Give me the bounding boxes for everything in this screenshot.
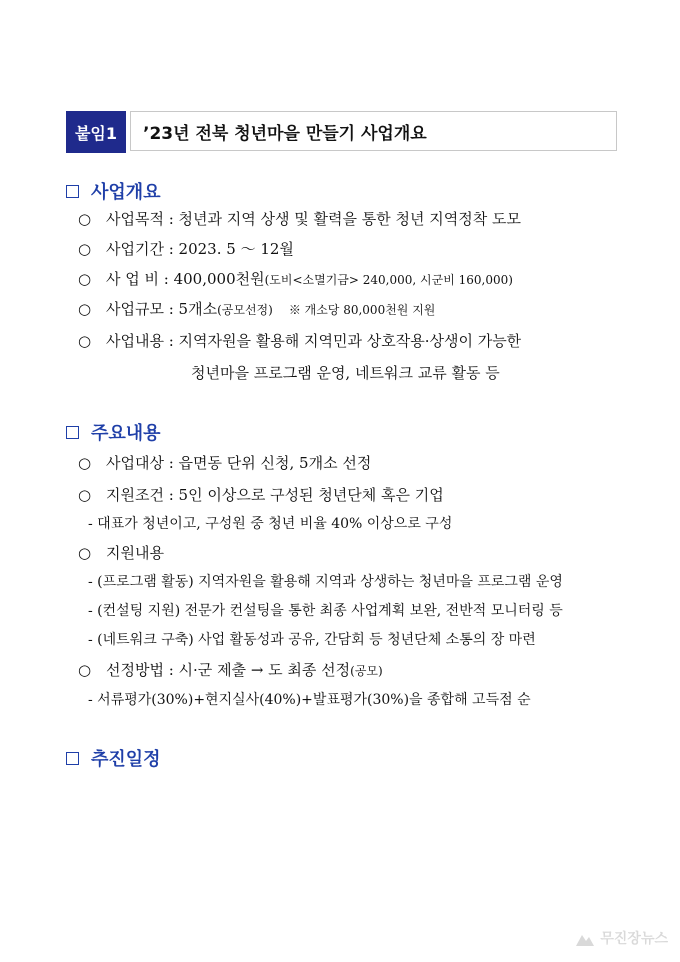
section-title: 사업개요 <box>91 182 161 203</box>
list-item: ○ 사업내용 : 지역자원을 활용해 지역민과 상호작용·상생이 가능한 <box>78 332 522 350</box>
checkbox-square-icon <box>66 752 79 765</box>
circle-bullet-icon: ○ <box>78 544 92 562</box>
attachment-tag: 붙임1 <box>66 111 126 153</box>
list-item: ○ 사업규모 : 5개소(공모선정) ※ 개소당 80,000천원 지원 <box>78 300 436 318</box>
section-heading-schedule <box>66 745 161 771</box>
document-title <box>130 111 617 151</box>
sub-item: - (컨설팅 지원) 전문가 컨설팅을 통한 최종 사업계획 보완, 전반적 모니터링 등 <box>88 603 563 619</box>
mountain-logo-icon <box>576 930 594 946</box>
circle-bullet-icon: ○ <box>78 661 92 679</box>
list-item: ○ 지원조건 : 5인 이상으로 구성된 청년단체 혹은 기업 <box>78 486 444 504</box>
checkbox-square-icon <box>66 426 79 439</box>
list-item: ○ 사업목적 : 청년과 지역 상생 및 활력을 통한 청년 지역정착 도모 <box>78 210 521 228</box>
list-item: ○ 사업대상 : 읍면동 단위 신청, 5개소 선정 <box>78 454 372 472</box>
watermark-text: 무진장뉴스 <box>600 931 668 947</box>
checkbox-square-icon <box>66 185 79 198</box>
sub-item: - (프로그램 활동) 지역자원을 활용해 지역과 상생하는 청년마을 프로그램 운영 <box>88 574 563 590</box>
section-heading-overview <box>66 178 161 204</box>
circle-bullet-icon: ○ <box>78 210 92 228</box>
sub-item: - (네트워크 구축) 사업 활동성과 공유, 간담회 등 청년단체 소통의 장 마련 <box>88 632 536 648</box>
circle-bullet-icon: ○ <box>78 486 92 504</box>
list-item: ○ 사 업 비 : 400,000천원(도비<소멸기금> 240,000, 시군비 160,000) <box>78 270 513 288</box>
circle-bullet-icon: ○ <box>78 332 92 350</box>
document-title-text: ’23년 전북 청년마을 만들기 사업개요 <box>143 123 427 144</box>
circle-bullet-icon: ○ <box>78 240 92 258</box>
list-item: ○ 지원내용 <box>78 544 164 562</box>
section-title: 추진일정 <box>91 749 161 770</box>
list-item-continuation: 청년마을 프로그램 운영, 네트워크 교류 활동 등 <box>191 364 500 382</box>
circle-bullet-icon: ○ <box>78 300 92 318</box>
section-title: 주요내용 <box>91 423 161 444</box>
sub-item: - 서류평가(30%)+현지실사(40%)+발표평가(30%)을 종합해 고득점 순 <box>88 692 531 708</box>
circle-bullet-icon: ○ <box>78 454 92 472</box>
watermark <box>576 928 668 948</box>
list-item: ○ 사업기간 : 2023. 5 ～ 12월 <box>78 240 294 258</box>
list-item: ○ 선정방법 : 시·군 제출 → 도 최종 선정(공모) <box>78 661 383 679</box>
section-heading-main <box>66 419 161 445</box>
circle-bullet-icon: ○ <box>78 270 92 288</box>
sub-item: - 대표가 청년이고, 구성원 중 청년 비율 40% 이상으로 구성 <box>88 516 453 532</box>
